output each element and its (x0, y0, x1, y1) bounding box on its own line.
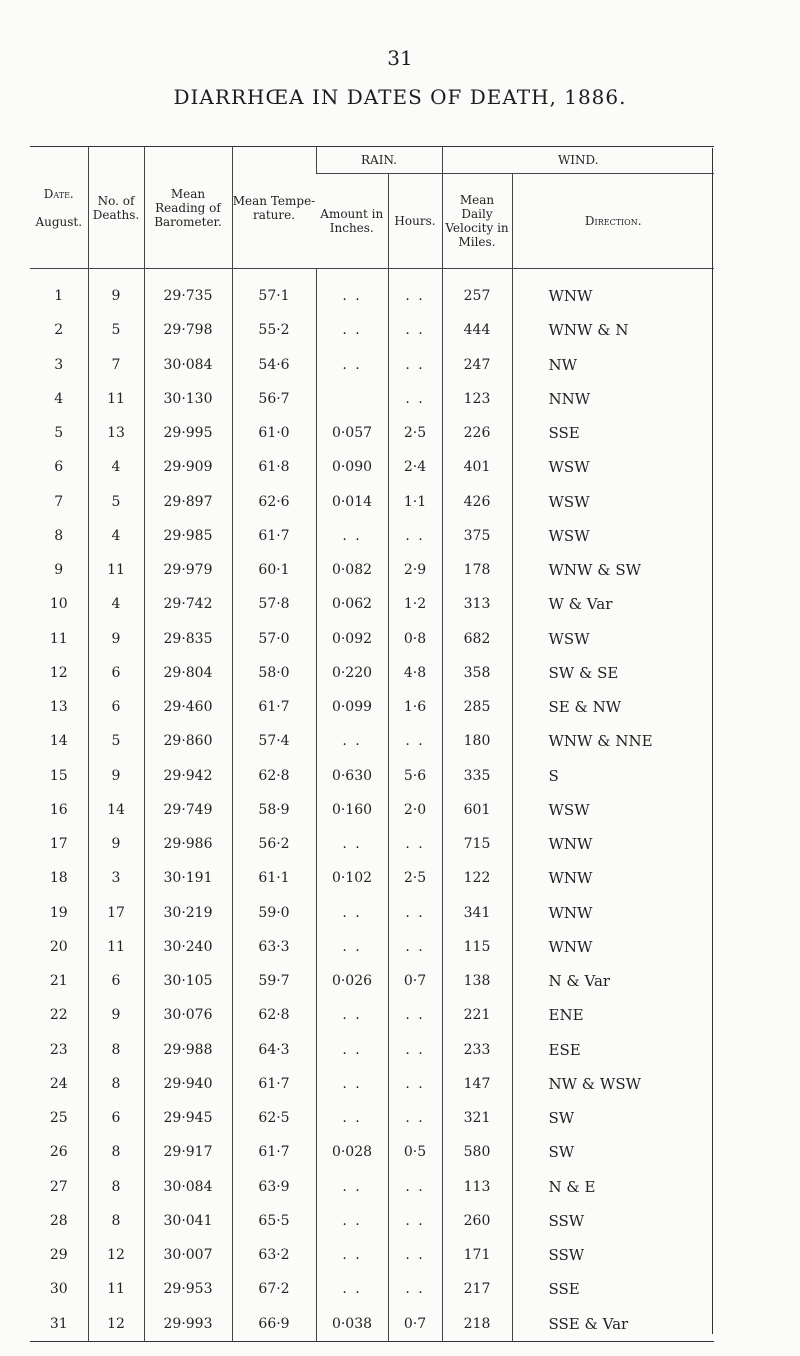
rain-amount-cell: . . (316, 348, 388, 382)
date-cell: 1 (54, 288, 64, 305)
deaths-cell: 6 (88, 964, 144, 998)
wind-velocity-cell: 341 (442, 896, 512, 930)
rain-hours-cell: . . (388, 348, 442, 382)
table-row (30, 450, 714, 484)
wind-direction-cell: WNW (512, 930, 714, 964)
wind-direction-cell: SSW (512, 1204, 714, 1238)
date-cell: 23 (49, 1041, 68, 1058)
wind-direction-cell: SSW (512, 1238, 714, 1272)
wind-direction-cell: N & E (512, 1170, 714, 1204)
wind-direction-cell: WNW (512, 827, 714, 861)
barometer-cell: 29·835 (144, 622, 232, 656)
rain-hours-cell: . . (388, 930, 442, 964)
header-deaths: No. of Deaths. (88, 147, 144, 269)
rain-amount-cell: . . (316, 930, 388, 964)
header-date-month: August. (35, 214, 83, 229)
wind-direction-cell: N & Var (512, 964, 714, 998)
table-row (30, 1204, 714, 1238)
temperature-cell: 58·0 (232, 656, 316, 690)
deaths-cell: 8 (88, 1135, 144, 1169)
deaths-cell: 5 (88, 724, 144, 758)
temperature-cell: 62·6 (232, 485, 316, 519)
wind-velocity-cell: 682 (442, 622, 512, 656)
barometer-cell: 29·993 (144, 1307, 232, 1342)
barometer-cell: 29·988 (144, 1033, 232, 1067)
deaths-cell: 4 (88, 587, 144, 621)
barometer-cell: 30·105 (144, 964, 232, 998)
wind-velocity-cell: 335 (442, 759, 512, 793)
wind-direction-cell: SW (512, 1135, 714, 1169)
barometer-cell: 29·979 (144, 553, 232, 587)
wind-direction-cell: SE & NW (512, 690, 714, 724)
rain-amount-cell: 0·102 (316, 861, 388, 895)
table-row (30, 724, 714, 758)
date-cell: 16 (49, 801, 68, 818)
wind-direction-cell: SW & SE (512, 656, 714, 690)
table-row (30, 690, 714, 724)
table-row (30, 485, 714, 519)
rain-amount-cell: 0·038 (316, 1307, 388, 1342)
rain-amount-cell: 0·062 (316, 587, 388, 621)
temperature-cell: 57·4 (232, 724, 316, 758)
date-cell: 17 (49, 836, 68, 853)
table-row (30, 1170, 714, 1204)
date-cell: 14 (49, 733, 68, 750)
date-cell: 25 (49, 1110, 68, 1127)
wind-velocity-cell: 178 (442, 553, 512, 587)
temperature-cell: 62·8 (232, 998, 316, 1032)
wind-direction-cell: WSW (512, 793, 714, 827)
wind-velocity-cell: 601 (442, 793, 512, 827)
table-row (30, 519, 714, 553)
weather-deaths-table (30, 146, 714, 1342)
rain-hours-cell: . . (388, 1101, 442, 1135)
header-rain-hours: Hours. (388, 174, 442, 269)
temperature-cell: 61·7 (232, 1067, 316, 1101)
wind-velocity-cell: 257 (442, 269, 512, 314)
temperature-cell: 56·2 (232, 827, 316, 861)
table-header (30, 147, 714, 269)
header-rain-amount: Amount in Inches. (316, 174, 388, 269)
temperature-cell: 59·7 (232, 964, 316, 998)
rain-amount-cell: 0·630 (316, 759, 388, 793)
header-date (30, 147, 88, 269)
rain-hours-cell: 5·6 (388, 759, 442, 793)
rain-hours-cell: 0·7 (388, 1307, 442, 1342)
date-cell: 8 (54, 527, 64, 544)
rain-amount-cell: . . (316, 269, 388, 314)
temperature-cell: 58·9 (232, 793, 316, 827)
wind-velocity-cell: 122 (442, 861, 512, 895)
rain-hours-cell: . . (388, 519, 442, 553)
wind-direction-cell: SSE (512, 1272, 714, 1306)
date-cell: 27 (49, 1178, 68, 1195)
date-cell: 7 (54, 493, 64, 510)
rain-hours-cell: . . (388, 382, 442, 416)
rain-hours-cell: 4·8 (388, 656, 442, 690)
barometer-cell: 30·084 (144, 348, 232, 382)
deaths-cell: 6 (88, 690, 144, 724)
wind-velocity-cell: 226 (442, 416, 512, 450)
wind-velocity-cell: 115 (442, 930, 512, 964)
deaths-cell: 3 (88, 861, 144, 895)
table-row (30, 382, 714, 416)
barometer-cell: 30·130 (144, 382, 232, 416)
temperature-cell: 65·5 (232, 1204, 316, 1238)
date-cell: 12 (49, 664, 68, 681)
deaths-cell: 4 (88, 450, 144, 484)
table-row (30, 964, 714, 998)
wind-direction-cell: WNW & SW (512, 553, 714, 587)
table-body (30, 269, 714, 1342)
wind-velocity-cell: 233 (442, 1033, 512, 1067)
deaths-cell: 11 (88, 553, 144, 587)
date-cell: 18 (49, 870, 68, 887)
date-cell: 13 (49, 699, 68, 716)
wind-direction-cell: WSW (512, 450, 714, 484)
table-row (30, 793, 714, 827)
table-row (30, 348, 714, 382)
date-cell: 30 (49, 1281, 68, 1298)
deaths-cell: 9 (88, 998, 144, 1032)
rain-hours-cell: . . (388, 1170, 442, 1204)
date-cell: 29 (49, 1247, 68, 1264)
table-row (30, 998, 714, 1032)
rain-hours-cell: 1·6 (388, 690, 442, 724)
deaths-cell: 8 (88, 1033, 144, 1067)
wind-direction-cell: NNW (512, 382, 714, 416)
temperature-cell: 57·1 (232, 269, 316, 314)
deaths-cell: 5 (88, 485, 144, 519)
temperature-cell: 59·0 (232, 896, 316, 930)
wind-velocity-cell: 218 (442, 1307, 512, 1342)
header-wind-velocity: Mean Daily Velocity in Miles. (442, 174, 512, 269)
date-cell: 19 (49, 904, 68, 921)
rain-amount-cell: 0·099 (316, 690, 388, 724)
header-barometer: Mean Reading of Barometer. (144, 147, 232, 269)
table-row (30, 1033, 714, 1067)
header-rain: RAIN. (316, 147, 442, 174)
wind-direction-cell: WSW (512, 519, 714, 553)
wind-direction-cell: WNW (512, 269, 714, 314)
barometer-cell: 30·084 (144, 1170, 232, 1204)
barometer-cell: 29·942 (144, 759, 232, 793)
temperature-cell: 64·3 (232, 1033, 316, 1067)
barometer-cell: 30·007 (144, 1238, 232, 1272)
barometer-cell: 29·940 (144, 1067, 232, 1101)
barometer-cell: 29·995 (144, 416, 232, 450)
rain-hours-cell: 0·5 (388, 1135, 442, 1169)
date-cell: 20 (49, 938, 68, 955)
wind-direction-cell: WNW (512, 896, 714, 930)
rain-amount-cell: . . (316, 827, 388, 861)
wind-velocity-cell: 171 (442, 1238, 512, 1272)
table-row (30, 1272, 714, 1306)
rain-hours-cell: 1·2 (388, 587, 442, 621)
wind-direction-cell: WNW & NNE (512, 724, 714, 758)
temperature-cell: 63·3 (232, 930, 316, 964)
rain-amount-cell: . . (316, 998, 388, 1032)
page-title: DIARRHŒA IN DATES OF DEATH, 1886. (173, 85, 627, 109)
barometer-cell: 30·191 (144, 861, 232, 895)
barometer-cell: 29·742 (144, 587, 232, 621)
barometer-cell: 29·986 (144, 827, 232, 861)
wind-velocity-cell: 123 (442, 382, 512, 416)
rain-hours-cell: 2·5 (388, 416, 442, 450)
rain-amount-cell: . . (316, 1170, 388, 1204)
temperature-cell: 57·8 (232, 587, 316, 621)
deaths-cell: 8 (88, 1170, 144, 1204)
temperature-cell: 62·8 (232, 759, 316, 793)
rain-amount-cell: 0·014 (316, 485, 388, 519)
rain-amount-cell: . . (316, 1238, 388, 1272)
rain-hours-cell: . . (388, 1033, 442, 1067)
rain-hours-cell: . . (388, 998, 442, 1032)
barometer-cell: 29·804 (144, 656, 232, 690)
date-cell: 26 (49, 1144, 68, 1161)
rain-hours-cell: . . (388, 896, 442, 930)
deaths-cell: 5 (88, 313, 144, 347)
rain-hours-cell: 2·4 (388, 450, 442, 484)
rain-amount-cell: 0·220 (316, 656, 388, 690)
barometer-cell: 29·860 (144, 724, 232, 758)
table-row (30, 896, 714, 930)
table-row (30, 861, 714, 895)
date-cell: 31 (49, 1315, 68, 1332)
barometer-cell: 29·909 (144, 450, 232, 484)
date-cell: 24 (49, 1075, 68, 1092)
header-wind: WIND. (442, 147, 714, 174)
wind-velocity-cell: 715 (442, 827, 512, 861)
table-row (30, 553, 714, 587)
date-cell: 15 (49, 767, 68, 784)
wind-velocity-cell: 444 (442, 313, 512, 347)
date-cell: 11 (49, 630, 68, 647)
deaths-cell: 9 (88, 269, 144, 314)
wind-velocity-cell: 358 (442, 656, 512, 690)
deaths-cell: 11 (88, 382, 144, 416)
table-row (30, 1307, 714, 1342)
table-row (30, 1135, 714, 1169)
wind-direction-cell: WNW & N (512, 313, 714, 347)
temperature-cell: 57·0 (232, 622, 316, 656)
rain-amount-cell: . . (316, 1067, 388, 1101)
rain-hours-cell: 2·0 (388, 793, 442, 827)
wind-velocity-cell: 426 (442, 485, 512, 519)
deaths-cell: 9 (88, 827, 144, 861)
date-cell: 6 (54, 459, 64, 476)
rain-amount-cell: . . (316, 1101, 388, 1135)
wind-direction-cell: SSE (512, 416, 714, 450)
barometer-cell: 29·917 (144, 1135, 232, 1169)
date-cell: 22 (49, 1007, 68, 1024)
wind-velocity-cell: 221 (442, 998, 512, 1032)
temperature-cell: 54·6 (232, 348, 316, 382)
barometer-cell: 30·076 (144, 998, 232, 1032)
table-row (30, 622, 714, 656)
wind-direction-cell: WSW (512, 622, 714, 656)
rain-amount-cell: . . (316, 519, 388, 553)
temperature-cell: 61·0 (232, 416, 316, 450)
wind-direction-cell: W & Var (512, 587, 714, 621)
barometer-cell: 30·240 (144, 930, 232, 964)
deaths-cell: 12 (88, 1238, 144, 1272)
rain-hours-cell: . . (388, 313, 442, 347)
rain-hours-cell: . . (388, 1204, 442, 1238)
deaths-cell: 8 (88, 1204, 144, 1238)
rain-amount-cell: . . (316, 313, 388, 347)
deaths-cell: 8 (88, 1067, 144, 1101)
date-cell: 3 (54, 356, 64, 373)
rain-hours-cell: . . (388, 827, 442, 861)
table-row (30, 1101, 714, 1135)
rain-amount-cell: 0·057 (316, 416, 388, 450)
wind-velocity-cell: 147 (442, 1067, 512, 1101)
table-row (30, 1238, 714, 1272)
table-row (30, 587, 714, 621)
date-cell: 21 (49, 973, 68, 990)
deaths-cell: 17 (88, 896, 144, 930)
date-cell: 10 (49, 596, 68, 613)
barometer-cell: 29·460 (144, 690, 232, 724)
rain-amount-cell (316, 382, 388, 416)
rain-amount-cell: 0·026 (316, 964, 388, 998)
date-cell: 4 (54, 390, 64, 407)
wind-direction-cell: WNW (512, 861, 714, 895)
rain-hours-cell: . . (388, 1238, 442, 1272)
wind-velocity-cell: 113 (442, 1170, 512, 1204)
wind-direction-cell: SW (512, 1101, 714, 1135)
temperature-cell: 55·2 (232, 313, 316, 347)
rain-amount-cell: . . (316, 896, 388, 930)
wind-velocity-cell: 260 (442, 1204, 512, 1238)
temperature-cell: 61·8 (232, 450, 316, 484)
table-row (30, 313, 714, 347)
wind-velocity-cell: 313 (442, 587, 512, 621)
temperature-cell: 63·9 (232, 1170, 316, 1204)
deaths-cell: 9 (88, 759, 144, 793)
wind-velocity-cell: 285 (442, 690, 512, 724)
table-row (30, 759, 714, 793)
deaths-cell: 11 (88, 1272, 144, 1306)
rain-amount-cell: . . (316, 1204, 388, 1238)
date-cell: 2 (54, 322, 64, 339)
date-cell: 5 (54, 425, 64, 442)
barometer-cell: 29·749 (144, 793, 232, 827)
table-row (30, 930, 714, 964)
temperature-cell: 61·7 (232, 1135, 316, 1169)
deaths-cell: 6 (88, 656, 144, 690)
barometer-cell: 29·945 (144, 1101, 232, 1135)
wind-velocity-cell: 180 (442, 724, 512, 758)
temperature-cell: 67·2 (232, 1272, 316, 1306)
deaths-cell: 9 (88, 622, 144, 656)
temperature-cell: 60·1 (232, 553, 316, 587)
header-wind-direction: Direction. (512, 174, 714, 269)
header-temperature: Mean Tempe-rature. (232, 147, 316, 269)
rain-amount-cell: . . (316, 1272, 388, 1306)
rain-hours-cell: . . (388, 724, 442, 758)
barometer-cell: 29·735 (144, 269, 232, 314)
table-row (30, 1067, 714, 1101)
wind-direction-cell: ESE (512, 1033, 714, 1067)
rain-amount-cell: . . (316, 1033, 388, 1067)
wind-velocity-cell: 247 (442, 348, 512, 382)
date-cell: 28 (49, 1212, 68, 1229)
deaths-cell: 12 (88, 1307, 144, 1342)
barometer-cell: 29·798 (144, 313, 232, 347)
rain-amount-cell: 0·090 (316, 450, 388, 484)
rain-hours-cell: 0·8 (388, 622, 442, 656)
rain-amount-cell: 0·160 (316, 793, 388, 827)
wind-direction-cell: ENE (512, 998, 714, 1032)
deaths-cell: 7 (88, 348, 144, 382)
wind-velocity-cell: 321 (442, 1101, 512, 1135)
wind-velocity-cell: 401 (442, 450, 512, 484)
temperature-cell: 61·1 (232, 861, 316, 895)
temperature-cell: 61·7 (232, 519, 316, 553)
wind-velocity-cell: 580 (442, 1135, 512, 1169)
wind-velocity-cell: 375 (442, 519, 512, 553)
header-date-label: Date. (43, 186, 74, 201)
date-cell: 9 (54, 562, 64, 579)
temperature-cell: 56·7 (232, 382, 316, 416)
rain-hours-cell: . . (388, 1067, 442, 1101)
page-number: 31 (387, 46, 413, 70)
rain-hours-cell: 0·7 (388, 964, 442, 998)
barometer-cell: 29·985 (144, 519, 232, 553)
rain-hours-cell: 2·9 (388, 553, 442, 587)
deaths-cell: 11 (88, 930, 144, 964)
temperature-cell: 66·9 (232, 1307, 316, 1342)
deaths-cell: 14 (88, 793, 144, 827)
rain-hours-cell: . . (388, 1272, 442, 1306)
temperature-cell: 61·7 (232, 690, 316, 724)
table-row (30, 827, 714, 861)
wind-velocity-cell: 217 (442, 1272, 512, 1306)
wind-velocity-cell: 138 (442, 964, 512, 998)
rain-hours-cell: . . (388, 269, 442, 314)
rain-amount-cell: 0·028 (316, 1135, 388, 1169)
table-row (30, 269, 714, 314)
deaths-cell: 13 (88, 416, 144, 450)
table-row (30, 416, 714, 450)
table-row (30, 656, 714, 690)
rain-amount-cell: 0·082 (316, 553, 388, 587)
rain-amount-cell: 0·092 (316, 622, 388, 656)
barometer-cell: 30·219 (144, 896, 232, 930)
barometer-cell: 30·041 (144, 1204, 232, 1238)
wind-direction-cell: WSW (512, 485, 714, 519)
wind-direction-cell: NW (512, 348, 714, 382)
barometer-cell: 29·953 (144, 1272, 232, 1306)
deaths-cell: 6 (88, 1101, 144, 1135)
temperature-cell: 63·2 (232, 1238, 316, 1272)
temperature-cell: 62·5 (232, 1101, 316, 1135)
rain-hours-cell: 1·1 (388, 485, 442, 519)
wind-direction-cell: S (512, 759, 714, 793)
wind-direction-cell: NW & WSW (512, 1067, 714, 1101)
rain-hours-cell: 2·5 (388, 861, 442, 895)
barometer-cell: 29·897 (144, 485, 232, 519)
wind-direction-cell: SSE & Var (512, 1307, 714, 1342)
table-right-border (712, 148, 713, 1334)
deaths-cell: 4 (88, 519, 144, 553)
rain-amount-cell: . . (316, 724, 388, 758)
